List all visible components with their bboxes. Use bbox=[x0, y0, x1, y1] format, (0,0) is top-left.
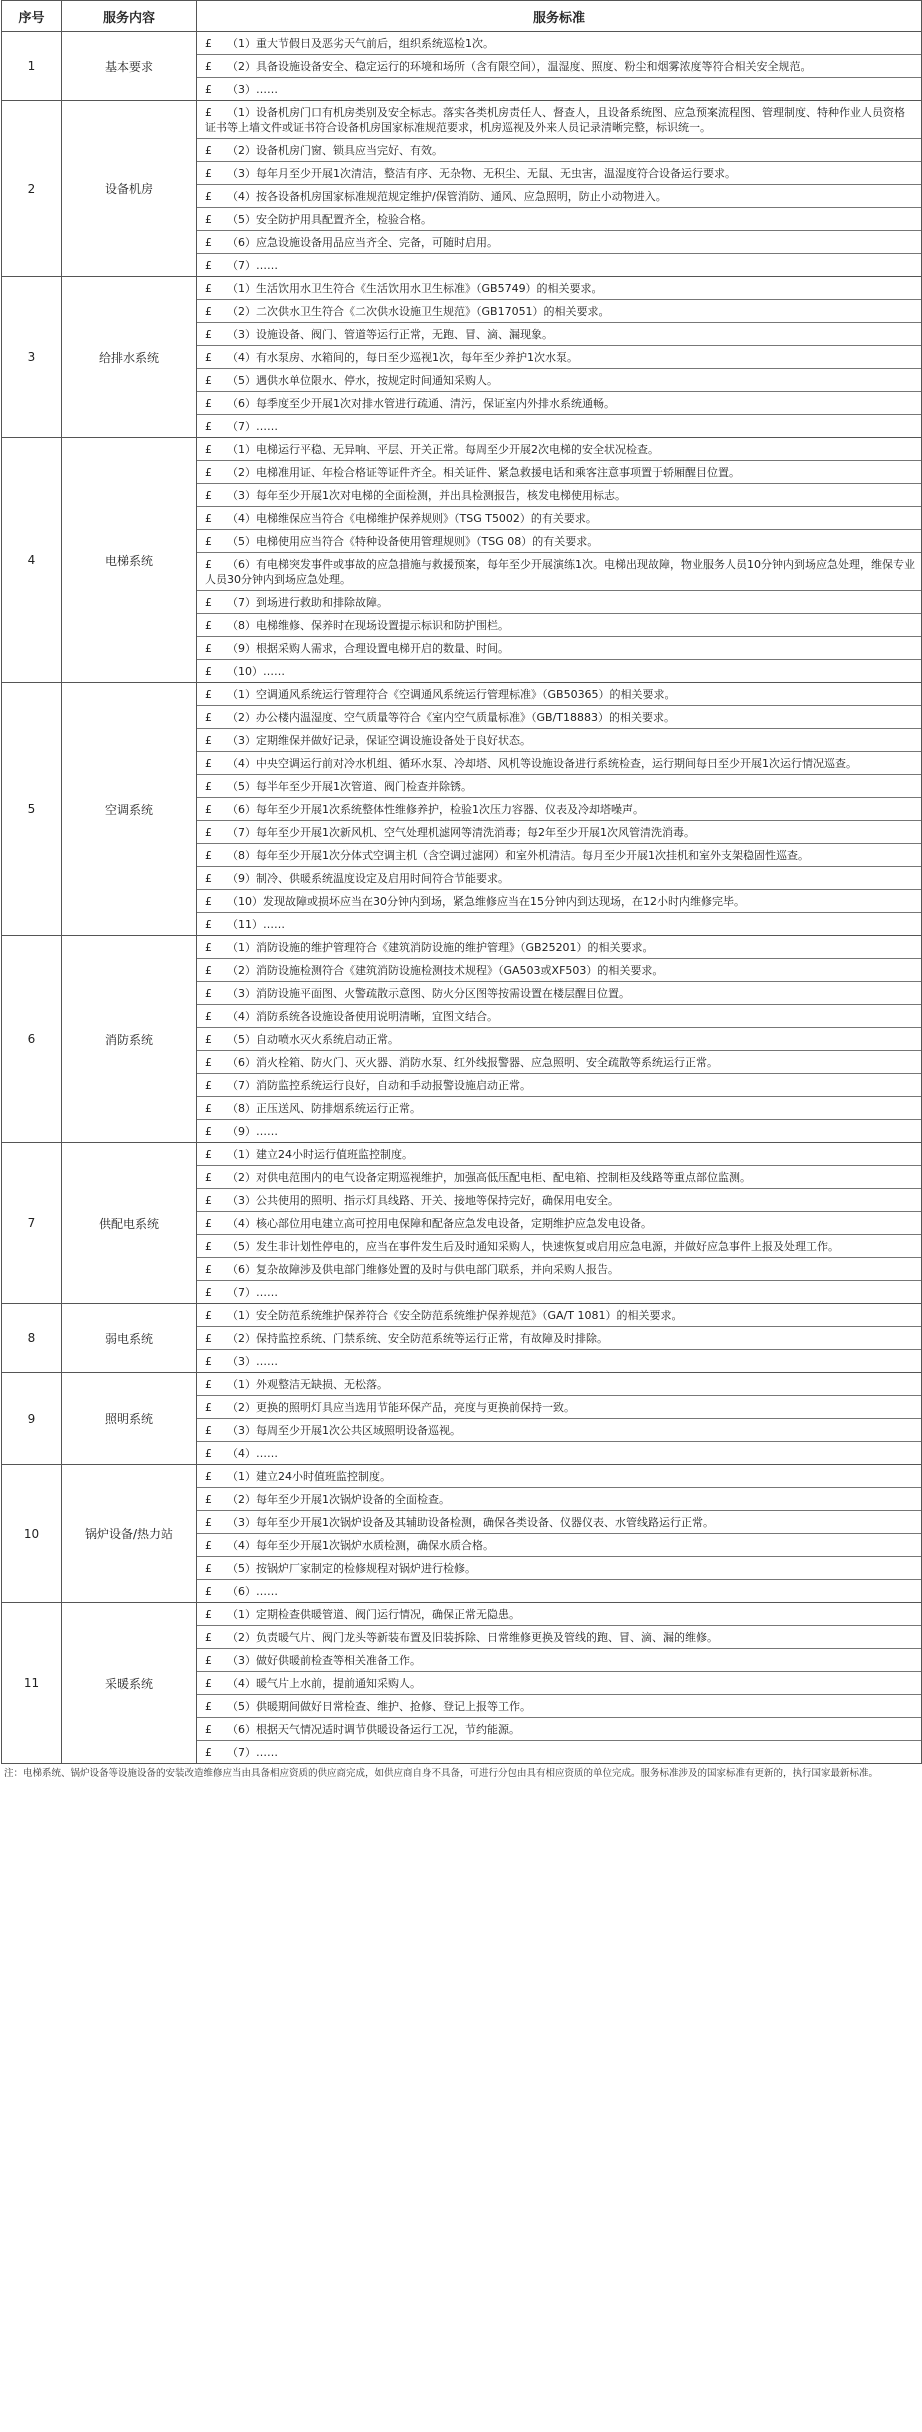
standard-item-text: （2）每年至少开展1次锅炉设备的全面检查。 bbox=[227, 1493, 450, 1506]
standard-item bbox=[197, 78, 921, 100]
header-content: 服务内容 bbox=[62, 1, 197, 32]
checkbox-icon[interactable]: £ bbox=[205, 1332, 212, 1345]
standard-item bbox=[197, 55, 921, 78]
checkbox-icon[interactable]: £ bbox=[205, 872, 212, 885]
standard-item bbox=[197, 706, 921, 729]
table-row bbox=[2, 936, 922, 1143]
standard-item-text: （1）建立24小时值班监控制度。 bbox=[227, 1470, 391, 1483]
standard-item bbox=[197, 1005, 921, 1028]
checkbox-icon[interactable]: £ bbox=[205, 1010, 212, 1023]
checkbox-icon[interactable]: £ bbox=[205, 596, 212, 609]
standard-item-text: （2）消防设施检测符合《建筑消防设施检测技术规程》（GA503或XF503）的相关要求。 bbox=[227, 964, 664, 977]
standard-item-text: （10）…… bbox=[227, 665, 285, 678]
standard-item-text: （5）按锅炉厂家制定的检修规程对锅炉进行检修。 bbox=[227, 1562, 476, 1575]
row-number: 7 bbox=[2, 1143, 62, 1304]
standard-item-text: （1）安全防范系统维护保养符合《安全防范系统维护保养规范》（GA/T 1081）的相关要求。 bbox=[227, 1309, 683, 1322]
standard-item bbox=[197, 1695, 921, 1718]
standard-item bbox=[197, 484, 921, 507]
standard-item-text: （3）每年月至少开展1次清洁，整洁有序、无杂物、无积尘、无鼠、无虫害，温湿度符合设备运行要求。 bbox=[227, 167, 736, 180]
standard-item-text: （4）中央空调运行前对冷水机组、循环水泵、冷却塔、风机等设施设备进行系统检查，运行期间每日至少开展1次运行情况巡查。 bbox=[227, 757, 857, 770]
standard-item bbox=[197, 959, 921, 982]
service-content: 设备机房 bbox=[62, 101, 197, 277]
checkbox-icon[interactable]: £ bbox=[205, 1033, 212, 1046]
row-number: 6 bbox=[2, 936, 62, 1143]
row-number: 4 bbox=[2, 438, 62, 683]
checkbox-icon[interactable]: £ bbox=[205, 1079, 212, 1092]
header-standard: 服务标准 bbox=[197, 1, 922, 32]
service-standard-list bbox=[197, 936, 922, 1143]
standard-item-text: （4）核心部位用电建立高可控用电保障和配备应急发电设备，定期维护应急发电设备。 bbox=[227, 1217, 652, 1230]
standard-item bbox=[197, 1327, 921, 1350]
standard-item-text: （7）…… bbox=[227, 1746, 278, 1759]
standard-item bbox=[197, 1741, 921, 1763]
standard-item-text: （6）每年至少开展1次系统整体性维修养护，检验1次压力容器、仪表及冷却塔噪声。 bbox=[227, 803, 644, 816]
standard-item-text: （1）生活饮用水卫生符合《生活饮用水卫生标准》（GB5749）的相关要求。 bbox=[227, 282, 603, 295]
standard-item-text: （5）安全防护用具配置齐全，检验合格。 bbox=[227, 213, 432, 226]
table-header-row bbox=[2, 1, 922, 32]
standard-item bbox=[197, 323, 921, 346]
checkbox-icon[interactable]: £ bbox=[205, 1263, 212, 1276]
checkbox-icon[interactable]: £ bbox=[205, 535, 212, 548]
row-number: 1 bbox=[2, 32, 62, 101]
standard-item bbox=[197, 1442, 921, 1464]
standard-item-text: （1）建立24小时运行值班监控制度。 bbox=[227, 1148, 413, 1161]
table-row bbox=[2, 683, 922, 936]
checkbox-icon[interactable]: £ bbox=[205, 711, 212, 724]
checkbox-icon[interactable]: £ bbox=[205, 1700, 212, 1713]
standard-item-text: （7）每年至少开展1次新风机、空气处理机滤网等清洗消毒；每2年至少开展1次风管清洗消毒。 bbox=[227, 826, 695, 839]
standard-item-text: （7）消防监控系统运行良好，自动和手动报警设施启动正常。 bbox=[227, 1079, 531, 1092]
checkbox-icon[interactable]: £ bbox=[205, 1516, 212, 1529]
standard-item bbox=[197, 1143, 921, 1166]
standard-item bbox=[197, 1212, 921, 1235]
standard-item bbox=[197, 507, 921, 530]
service-standard-list bbox=[197, 32, 922, 101]
row-number: 10 bbox=[2, 1465, 62, 1603]
standard-item-text: （4）按各设备机房国家标准规范规定维护/保管消防、通风、应急照明，防止小动物进入。 bbox=[227, 190, 667, 203]
standard-item bbox=[197, 438, 921, 461]
checkbox-icon[interactable]: £ bbox=[205, 619, 212, 632]
standard-item bbox=[197, 208, 921, 231]
standard-item bbox=[197, 1396, 921, 1419]
standard-item bbox=[197, 346, 921, 369]
standard-item-text: （3）做好供暖前检查等相关准备工作。 bbox=[227, 1654, 421, 1667]
checkbox-icon[interactable]: £ bbox=[205, 665, 212, 678]
table-row bbox=[2, 101, 922, 277]
checkbox-icon[interactable]: £ bbox=[205, 1654, 212, 1667]
checkbox-icon[interactable]: £ bbox=[205, 351, 212, 364]
checkbox-icon[interactable]: £ bbox=[205, 1286, 212, 1299]
checkbox-icon[interactable]: £ bbox=[205, 849, 212, 862]
standard-item-text: （3）每年至少开展1次锅炉设备及其辅助设备检测，确保各类设备、仪器仪表、水管线路运行正常。 bbox=[227, 1516, 714, 1529]
service-content: 照明系统 bbox=[62, 1373, 197, 1465]
service-standard-list bbox=[197, 683, 922, 936]
standard-item bbox=[197, 1051, 921, 1074]
standard-item bbox=[197, 1350, 921, 1372]
checkbox-icon[interactable]: £ bbox=[205, 60, 212, 73]
checkbox-icon[interactable]: £ bbox=[205, 190, 212, 203]
checkbox-icon[interactable]: £ bbox=[205, 167, 212, 180]
standard-item-text: （6）…… bbox=[227, 1585, 278, 1598]
checkbox-icon[interactable]: £ bbox=[205, 1424, 212, 1437]
table-row bbox=[2, 1373, 922, 1465]
standard-item-text: （3）定期维保并做好记录，保证空调设施设备处于良好状态。 bbox=[227, 734, 531, 747]
row-number: 5 bbox=[2, 683, 62, 936]
checkbox-icon[interactable]: £ bbox=[205, 1723, 212, 1736]
checkbox-icon[interactable]: £ bbox=[205, 282, 212, 295]
standard-item bbox=[197, 32, 921, 55]
standard-item-text: （2）电梯准用证、年检合格证等证件齐全。相关证件、紧急救援电话和乘客注意事项置于轿厢醒目位置。 bbox=[227, 466, 740, 479]
checkbox-icon[interactable]: £ bbox=[205, 1746, 212, 1759]
checkbox-icon[interactable]: £ bbox=[205, 688, 212, 701]
service-content: 空调系统 bbox=[62, 683, 197, 936]
checkbox-icon[interactable]: £ bbox=[205, 420, 212, 433]
standard-item-text: （9）根据采购人需求，合理设置电梯开启的数量、时间。 bbox=[227, 642, 509, 655]
standard-item-text: （5）电梯使用应当符合《特种设备使用管理规则》（TSG 08）的有关要求。 bbox=[227, 535, 599, 548]
checkbox-icon[interactable]: £ bbox=[205, 305, 212, 318]
standard-item bbox=[197, 1028, 921, 1051]
row-number: 8 bbox=[2, 1304, 62, 1373]
standard-item bbox=[197, 614, 921, 637]
checkbox-icon[interactable]: £ bbox=[205, 1401, 212, 1414]
standard-item-text: （7）到场进行救助和排除故障。 bbox=[227, 596, 388, 609]
standard-item-text: （3）每周至少开展1次公共区域照明设备巡视。 bbox=[227, 1424, 461, 1437]
service-content: 弱电系统 bbox=[62, 1304, 197, 1373]
header-num: 序号 bbox=[2, 1, 62, 32]
standard-item-text: （4）有水泵房、水箱间的，每日至少巡视1次，每年至少养护1次水泵。 bbox=[227, 351, 578, 364]
checkbox-icon[interactable]: £ bbox=[205, 1608, 212, 1621]
standard-item bbox=[197, 591, 921, 614]
checkbox-icon[interactable]: £ bbox=[205, 144, 212, 157]
standard-item-text: （8）电梯维修、保养时在现场设置提示标识和防护围栏。 bbox=[227, 619, 509, 632]
standard-item bbox=[197, 775, 921, 798]
standard-item-text: （3）设施设备、阀门、管道等运行正常，无跑、冒、滴、漏现象。 bbox=[227, 328, 553, 341]
standard-item-text: （7）…… bbox=[227, 1286, 278, 1299]
standard-item bbox=[197, 1235, 921, 1258]
standard-item-text: （3）每年至少开展1次对电梯的全面检测，并出具检测报告，核发电梯使用标志。 bbox=[227, 489, 626, 502]
standard-item-text: （9）制冷、供暖系统温度设定及启用时间符合节能要求。 bbox=[227, 872, 509, 885]
checkbox-icon[interactable]: £ bbox=[205, 1171, 212, 1184]
standard-item bbox=[197, 185, 921, 208]
standard-item-text: （6）根据天气情况适时调节供暖设备运行工况，节约能源。 bbox=[227, 1723, 520, 1736]
standard-item-text: （7）…… bbox=[227, 259, 278, 272]
standard-item-text: （1）消防设施的维护管理符合《建筑消防设施的维护管理》（GB25201）的相关要求。 bbox=[227, 941, 654, 954]
checkbox-icon[interactable]: £ bbox=[205, 489, 212, 502]
standard-item-text: （4）暖气片上水前，提前通知采购人。 bbox=[227, 1677, 421, 1690]
standard-item bbox=[197, 1373, 921, 1396]
standard-item bbox=[197, 1258, 921, 1281]
standard-item bbox=[197, 867, 921, 890]
standard-item bbox=[197, 101, 921, 139]
standard-item bbox=[197, 277, 921, 300]
standard-item-text: （6）有电梯突发事件或事故的应急措施与救援预案，每年至少开展演练1次。电梯出现故障，物业服务人员10分钟内到场应急处理，维保专业人员30分钟内到场应急处理。 bbox=[205, 558, 915, 586]
service-standard-list bbox=[197, 1304, 922, 1373]
checkbox-icon[interactable]: £ bbox=[205, 1309, 212, 1322]
checkbox-icon[interactable]: £ bbox=[205, 1378, 212, 1391]
standard-item-text: （2）办公楼内温湿度、空气质量等符合《室内空气质量标准》（GB/T18883）的相关要求。 bbox=[227, 711, 675, 724]
table-row bbox=[2, 1465, 922, 1603]
checkbox-icon[interactable]: £ bbox=[205, 1217, 212, 1230]
checkbox-icon[interactable]: £ bbox=[205, 895, 212, 908]
standard-item bbox=[197, 1649, 921, 1672]
checkbox-icon[interactable]: £ bbox=[205, 826, 212, 839]
standard-item-text: （5）自动喷水灭火系统启动正常。 bbox=[227, 1033, 399, 1046]
service-content: 锅炉设备/热力站 bbox=[62, 1465, 197, 1603]
checkbox-icon[interactable]: £ bbox=[205, 642, 212, 655]
standard-item bbox=[197, 982, 921, 1005]
checkbox-icon[interactable]: £ bbox=[205, 37, 212, 50]
standard-item bbox=[197, 1465, 921, 1488]
standard-item bbox=[197, 392, 921, 415]
checkbox-icon[interactable]: £ bbox=[205, 1355, 212, 1368]
checkbox-icon[interactable]: £ bbox=[205, 987, 212, 1000]
standard-item-text: （7）…… bbox=[227, 420, 278, 433]
standard-item-text: （5）遇供水单位限水、停水，按规定时间通知采购人。 bbox=[227, 374, 498, 387]
standard-item-text: （9）…… bbox=[227, 1125, 278, 1138]
standard-item-text: （5）每半年至少开展1次管道、阀门检查并除锈。 bbox=[227, 780, 472, 793]
standard-item bbox=[197, 1097, 921, 1120]
standard-item-text: （2）设备机房门窗、锁具应当完好、有效。 bbox=[227, 144, 443, 157]
standard-item-text: （1）电梯运行平稳、无异响、平层、开关正常。每周至少开展2次电梯的安全状况检查。 bbox=[227, 443, 659, 456]
table-row bbox=[2, 32, 922, 101]
row-number: 3 bbox=[2, 277, 62, 438]
checkbox-icon[interactable]: £ bbox=[205, 1677, 212, 1690]
row-number: 2 bbox=[2, 101, 62, 277]
checkbox-icon[interactable]: £ bbox=[205, 1585, 212, 1598]
checkbox-icon[interactable]: £ bbox=[205, 1125, 212, 1138]
checkbox-icon[interactable]: £ bbox=[205, 374, 212, 387]
checkbox-icon[interactable]: £ bbox=[205, 1148, 212, 1161]
checkbox-icon[interactable]: £ bbox=[205, 259, 212, 272]
standard-item bbox=[197, 1580, 921, 1602]
standard-item bbox=[197, 1626, 921, 1649]
checkbox-icon[interactable]: £ bbox=[205, 236, 212, 249]
standard-item bbox=[197, 752, 921, 775]
standard-item bbox=[197, 729, 921, 752]
standard-item-text: （3）…… bbox=[227, 1355, 278, 1368]
standard-item bbox=[197, 461, 921, 484]
standard-item bbox=[197, 683, 921, 706]
standard-item bbox=[197, 1511, 921, 1534]
service-content: 采暖系统 bbox=[62, 1603, 197, 1764]
standard-item-text: （2）保持监控系统、门禁系统、安全防范系统等运行正常，有故障及时排除。 bbox=[227, 1332, 608, 1345]
standard-item bbox=[197, 821, 921, 844]
standard-item-text: （1）空调通风系统运行管理符合《空调通风系统运行管理标准》（GB50365）的相关要求。 bbox=[227, 688, 676, 701]
table-body bbox=[2, 32, 922, 1764]
standard-item-text: （2）负责暖气片、阀门龙头等新装布置及旧装拆除、日常维修更换及管线的跑、冒、滴、漏的维修。 bbox=[227, 1631, 718, 1644]
service-content: 基本要求 bbox=[62, 32, 197, 101]
service-standard-list bbox=[197, 1603, 922, 1764]
standard-item-text: （4）电梯维保应当符合《电梯维护保养规则》（TSG T5002）的有关要求。 bbox=[227, 512, 597, 525]
standard-item bbox=[197, 660, 921, 682]
standard-item-text: （1）设备机房门口有机房类别及安全标志。落实各类机房责任人、督查人，且设备系统图、应急预案流程图、管理制度、特种作业人员资格证书等上墙文件或证书符合设备机房国家标准规范要求，机房巡视及外来人员记录清晰完整，标识统一。 bbox=[205, 106, 905, 134]
standard-item-text: （6）每季度至少开展1次对排水管进行疏通、清污，保证室内外排水系统通畅。 bbox=[227, 397, 615, 410]
standard-item bbox=[197, 1281, 921, 1303]
checkbox-icon[interactable]: £ bbox=[205, 466, 212, 479]
checkbox-icon[interactable]: £ bbox=[205, 1102, 212, 1115]
standard-item bbox=[197, 1603, 921, 1626]
standard-item-text: （3）公共使用的照明、指示灯具线路、开关、接地等保持完好，确保用电安全。 bbox=[227, 1194, 619, 1207]
standard-item-text: （2）对供电范围内的电气设备定期巡视维护，加强高低压配电柜、配电箱、控制柜及线路等重点部位监测。 bbox=[227, 1171, 751, 1184]
checkbox-icon[interactable]: £ bbox=[205, 1631, 212, 1644]
standard-item-text: （2）更换的照明灯具应当选用节能环保产品，亮度与更换前保持一致。 bbox=[227, 1401, 575, 1414]
standard-item bbox=[197, 1718, 921, 1741]
standard-item-text: （8）正压送风、防排烟系统运行正常。 bbox=[227, 1102, 421, 1115]
standard-item bbox=[197, 1534, 921, 1557]
standard-item-text: （3）…… bbox=[227, 83, 278, 96]
standard-item-text: （11）…… bbox=[227, 918, 285, 931]
standard-item bbox=[197, 530, 921, 553]
standard-item bbox=[197, 162, 921, 185]
service-standard-table bbox=[1, 0, 922, 1764]
service-standard-list bbox=[197, 1143, 922, 1304]
checkbox-icon[interactable]: £ bbox=[205, 1056, 212, 1069]
checkbox-icon[interactable]: £ bbox=[205, 1562, 212, 1575]
checkbox-icon[interactable]: £ bbox=[205, 397, 212, 410]
standard-item bbox=[197, 637, 921, 660]
standard-item bbox=[197, 844, 921, 867]
standard-item bbox=[197, 369, 921, 392]
service-content: 电梯系统 bbox=[62, 438, 197, 683]
service-content: 给排水系统 bbox=[62, 277, 197, 438]
standard-item-text: （3）消防设施平面图、火警疏散示意图、防火分区图等按需设置在楼层醒目位置。 bbox=[227, 987, 630, 1000]
standard-item-text: （2）具备设施设备安全、稳定运行的环境和场所（含有限空间），温湿度、照度、粉尘和烟雾浓度等符合相关安全规范。 bbox=[227, 60, 812, 73]
checkbox-icon[interactable]: £ bbox=[205, 918, 212, 931]
table-row bbox=[2, 1304, 922, 1373]
standard-item bbox=[197, 913, 921, 935]
checkbox-icon[interactable]: £ bbox=[205, 558, 212, 571]
checkbox-icon[interactable]: £ bbox=[205, 941, 212, 954]
service-content: 供配电系统 bbox=[62, 1143, 197, 1304]
footnote: 注：电梯系统、锅炉设备等设施设备的安装改造维修应当由具备相应资质的供应商完成，如供应商自身不具备，可进行分包由具有相应资质的单位完成。服务标准涉及的国家标准有更新的，执行国家最新标准。 bbox=[4, 1768, 879, 1779]
checkbox-icon[interactable]: £ bbox=[205, 328, 212, 341]
standard-item-text: （6）应急设施设备用品应当齐全、完备，可随时启用。 bbox=[227, 236, 498, 249]
checkbox-icon[interactable]: £ bbox=[205, 780, 212, 793]
standard-item-text: （10）发现故障或损坏应当在30分钟内到场，紧急维修应当在15分钟内到达现场，在12小时内维修完毕。 bbox=[227, 895, 745, 908]
checkbox-icon[interactable]: £ bbox=[205, 213, 212, 226]
standard-item bbox=[197, 231, 921, 254]
standard-item bbox=[197, 1304, 921, 1327]
checkbox-icon[interactable]: £ bbox=[205, 512, 212, 525]
standard-item-text: （4）…… bbox=[227, 1447, 278, 1460]
standard-item-text: （8）每年至少开展1次分体式空调主机（含空调过滤网）和室外机清洁。每月至少开展1次挂机和室外支架稳固性巡查。 bbox=[227, 849, 809, 862]
standard-item-text: （5）发生非计划性停电的，应当在事件发生后及时通知采购人，快速恢复或启用应急电源，并做好应急事件上报及处理工作。 bbox=[227, 1240, 839, 1253]
table-row bbox=[2, 438, 922, 683]
standard-item-text: （1）外观整洁无缺损、无松落。 bbox=[227, 1378, 388, 1391]
service-standard-list bbox=[197, 438, 922, 683]
standard-item-text: （2）二次供水卫生符合《二次供水设施卫生规范》（GB17051）的相关要求。 bbox=[227, 305, 610, 318]
table-row bbox=[2, 1603, 922, 1764]
standard-item-text: （4）每年至少开展1次锅炉水质检测，确保水质合格。 bbox=[227, 1539, 494, 1552]
checkbox-icon[interactable]: £ bbox=[205, 1539, 212, 1552]
standard-item bbox=[197, 1189, 921, 1212]
standard-item-text: （5）供暖期间做好日常检查、维护、抢修、登记上报等工作。 bbox=[227, 1700, 531, 1713]
checkbox-icon[interactable]: £ bbox=[205, 1470, 212, 1483]
service-standard-list bbox=[197, 277, 922, 438]
standard-item-text: （4）消防系统各设施设备使用说明清晰，宜图文结合。 bbox=[227, 1010, 498, 1023]
checkbox-icon[interactable]: £ bbox=[205, 757, 212, 770]
checkbox-icon[interactable]: £ bbox=[205, 443, 212, 456]
checkbox-icon[interactable]: £ bbox=[205, 803, 212, 816]
service-content: 消防系统 bbox=[62, 936, 197, 1143]
checkbox-icon[interactable]: £ bbox=[205, 106, 212, 119]
standard-item bbox=[197, 1488, 921, 1511]
checkbox-icon[interactable]: £ bbox=[205, 1194, 212, 1207]
service-standard-list bbox=[197, 1373, 922, 1465]
standard-item bbox=[197, 300, 921, 323]
standard-item bbox=[197, 1672, 921, 1695]
checkbox-icon[interactable]: £ bbox=[205, 1447, 212, 1460]
standard-item bbox=[197, 1166, 921, 1189]
standard-item bbox=[197, 415, 921, 437]
standard-item bbox=[197, 1557, 921, 1580]
service-standard-list bbox=[197, 1465, 922, 1603]
standard-item bbox=[197, 254, 921, 276]
standard-item bbox=[197, 1419, 921, 1442]
standard-item bbox=[197, 553, 921, 591]
table-row bbox=[2, 1143, 922, 1304]
service-standard-list bbox=[197, 101, 922, 277]
checkbox-icon[interactable]: £ bbox=[205, 734, 212, 747]
checkbox-icon[interactable]: £ bbox=[205, 964, 212, 977]
standard-item bbox=[197, 798, 921, 821]
standard-item bbox=[197, 139, 921, 162]
standard-item bbox=[197, 936, 921, 959]
standard-item-text: （1）重大节假日及恶劣天气前后，组织系统巡检1次。 bbox=[227, 37, 494, 50]
standard-item-text: （6）复杂故障涉及供电部门维修处置的及时与供电部门联系，并向采购人报告。 bbox=[227, 1263, 619, 1276]
standard-item bbox=[197, 1074, 921, 1097]
standard-item bbox=[197, 1120, 921, 1142]
standard-item-text: （6）消火栓箱、防火门、灭火器、消防水泵、红外线报警器、应急照明、安全疏散等系统运行正常。 bbox=[227, 1056, 718, 1069]
standard-item-text: （1）定期检查供暖管道、阀门运行情况，确保正常无隐患。 bbox=[227, 1608, 520, 1621]
checkbox-icon[interactable]: £ bbox=[205, 83, 212, 96]
table-row bbox=[2, 277, 922, 438]
standard-item bbox=[197, 890, 921, 913]
checkbox-icon[interactable]: £ bbox=[205, 1240, 212, 1253]
row-number: 9 bbox=[2, 1373, 62, 1465]
checkbox-icon[interactable]: £ bbox=[205, 1493, 212, 1506]
row-number: 11 bbox=[2, 1603, 62, 1764]
